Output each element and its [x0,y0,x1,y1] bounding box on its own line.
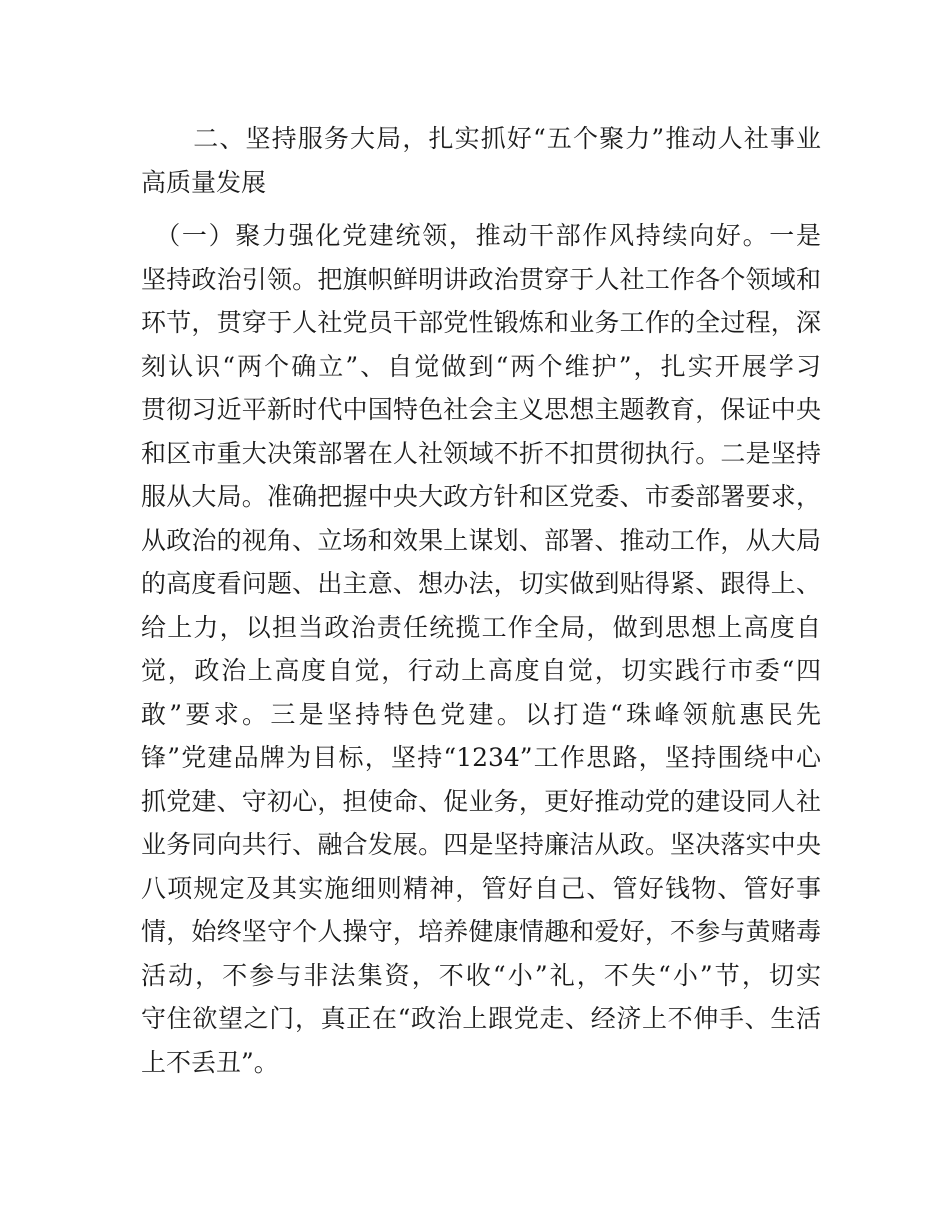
heading-line-1: 二、坚持服务大局，扎实抓好“五个聚力”推动人社事业 [141,124,821,153]
paragraph-line-16: 八项规定及其实施细则精神，管好自己、管好钱物、管好事 [141,873,821,903]
paragraph-line-18: 活动，不参与非法集资，不收“小”礼，不失“小”节，切实 [141,960,821,990]
paragraph-line-12: 敢”要求。三是坚持特色党建。以打造“珠峰领航惠民先 [141,699,821,729]
paragraph-line-5: 贯彻习近平新时代中国特色社会主义思想主题教育，保证中央 [141,395,821,424]
document-body [141,117,821,1084]
paragraph-line-8: 从政治的视角、立场和效果上谋划、部署、推动工作，从大局 [141,525,821,555]
paragraph-line-20: 上不丢丑”。 [141,1047,279,1077]
paragraph-line-3: 环节，贯穿于人社党员干部党性锻炼和业务工作的全过程，深 [141,308,821,337]
paragraph-line-9: 的高度看问题、出主意、想办法，切实做到贴得紧、跟得上、 [141,569,821,598]
paragraph-line-4: 刻认识“两个确立”、自觉做到“两个维护”，扎实开展学习 [141,351,821,381]
paragraph-line-13: 锋”党建品牌为目标，坚持“1234”工作思路，坚持围绕中心 [141,743,821,772]
paragraph-line-19: 守住欲望之门，真正在“政治上跟党走、经济上不伸手、生活 [141,1004,821,1033]
paragraph-line-1: （一）聚力强化党建统领，推动干部作风持续向好。一是 [141,221,821,250]
body-paragraph [141,214,821,1084]
paragraph-line-11: 觉，政治上高度自觉，行动上高度自觉，切实践行市委“四 [141,656,821,685]
paragraph-line-14: 抓党建、守初心，担使命、促业务，更好推动党的建设同人社 [141,786,821,816]
paragraph-line-6: 和区市重大决策部署在人社领域不折不扣贯彻执行。二是坚持 [141,438,821,468]
paragraph-gap [141,204,821,214]
section-heading [141,117,821,204]
paragraph-line-15: 业务同向共行、融合发展。四是坚持廉洁从政。坚决落实中央 [141,830,821,859]
paragraph-line-17: 情，始终坚守个人操守，培养健康情趣和爱好，不参与黄赌毒 [141,917,821,946]
heading-line-2: 高质量发展 [141,167,267,197]
paragraph-line-10: 给上力，以担当政治责任统揽工作全局，做到思想上高度自 [141,612,821,642]
paragraph-line-2: 坚持政治引领。把旗帜鲜明讲政治贯穿于人社工作各个领域和 [141,264,821,294]
paragraph-line-7: 服从大局。准确把握中央大政方针和区党委、市委部署要求， [141,482,821,511]
